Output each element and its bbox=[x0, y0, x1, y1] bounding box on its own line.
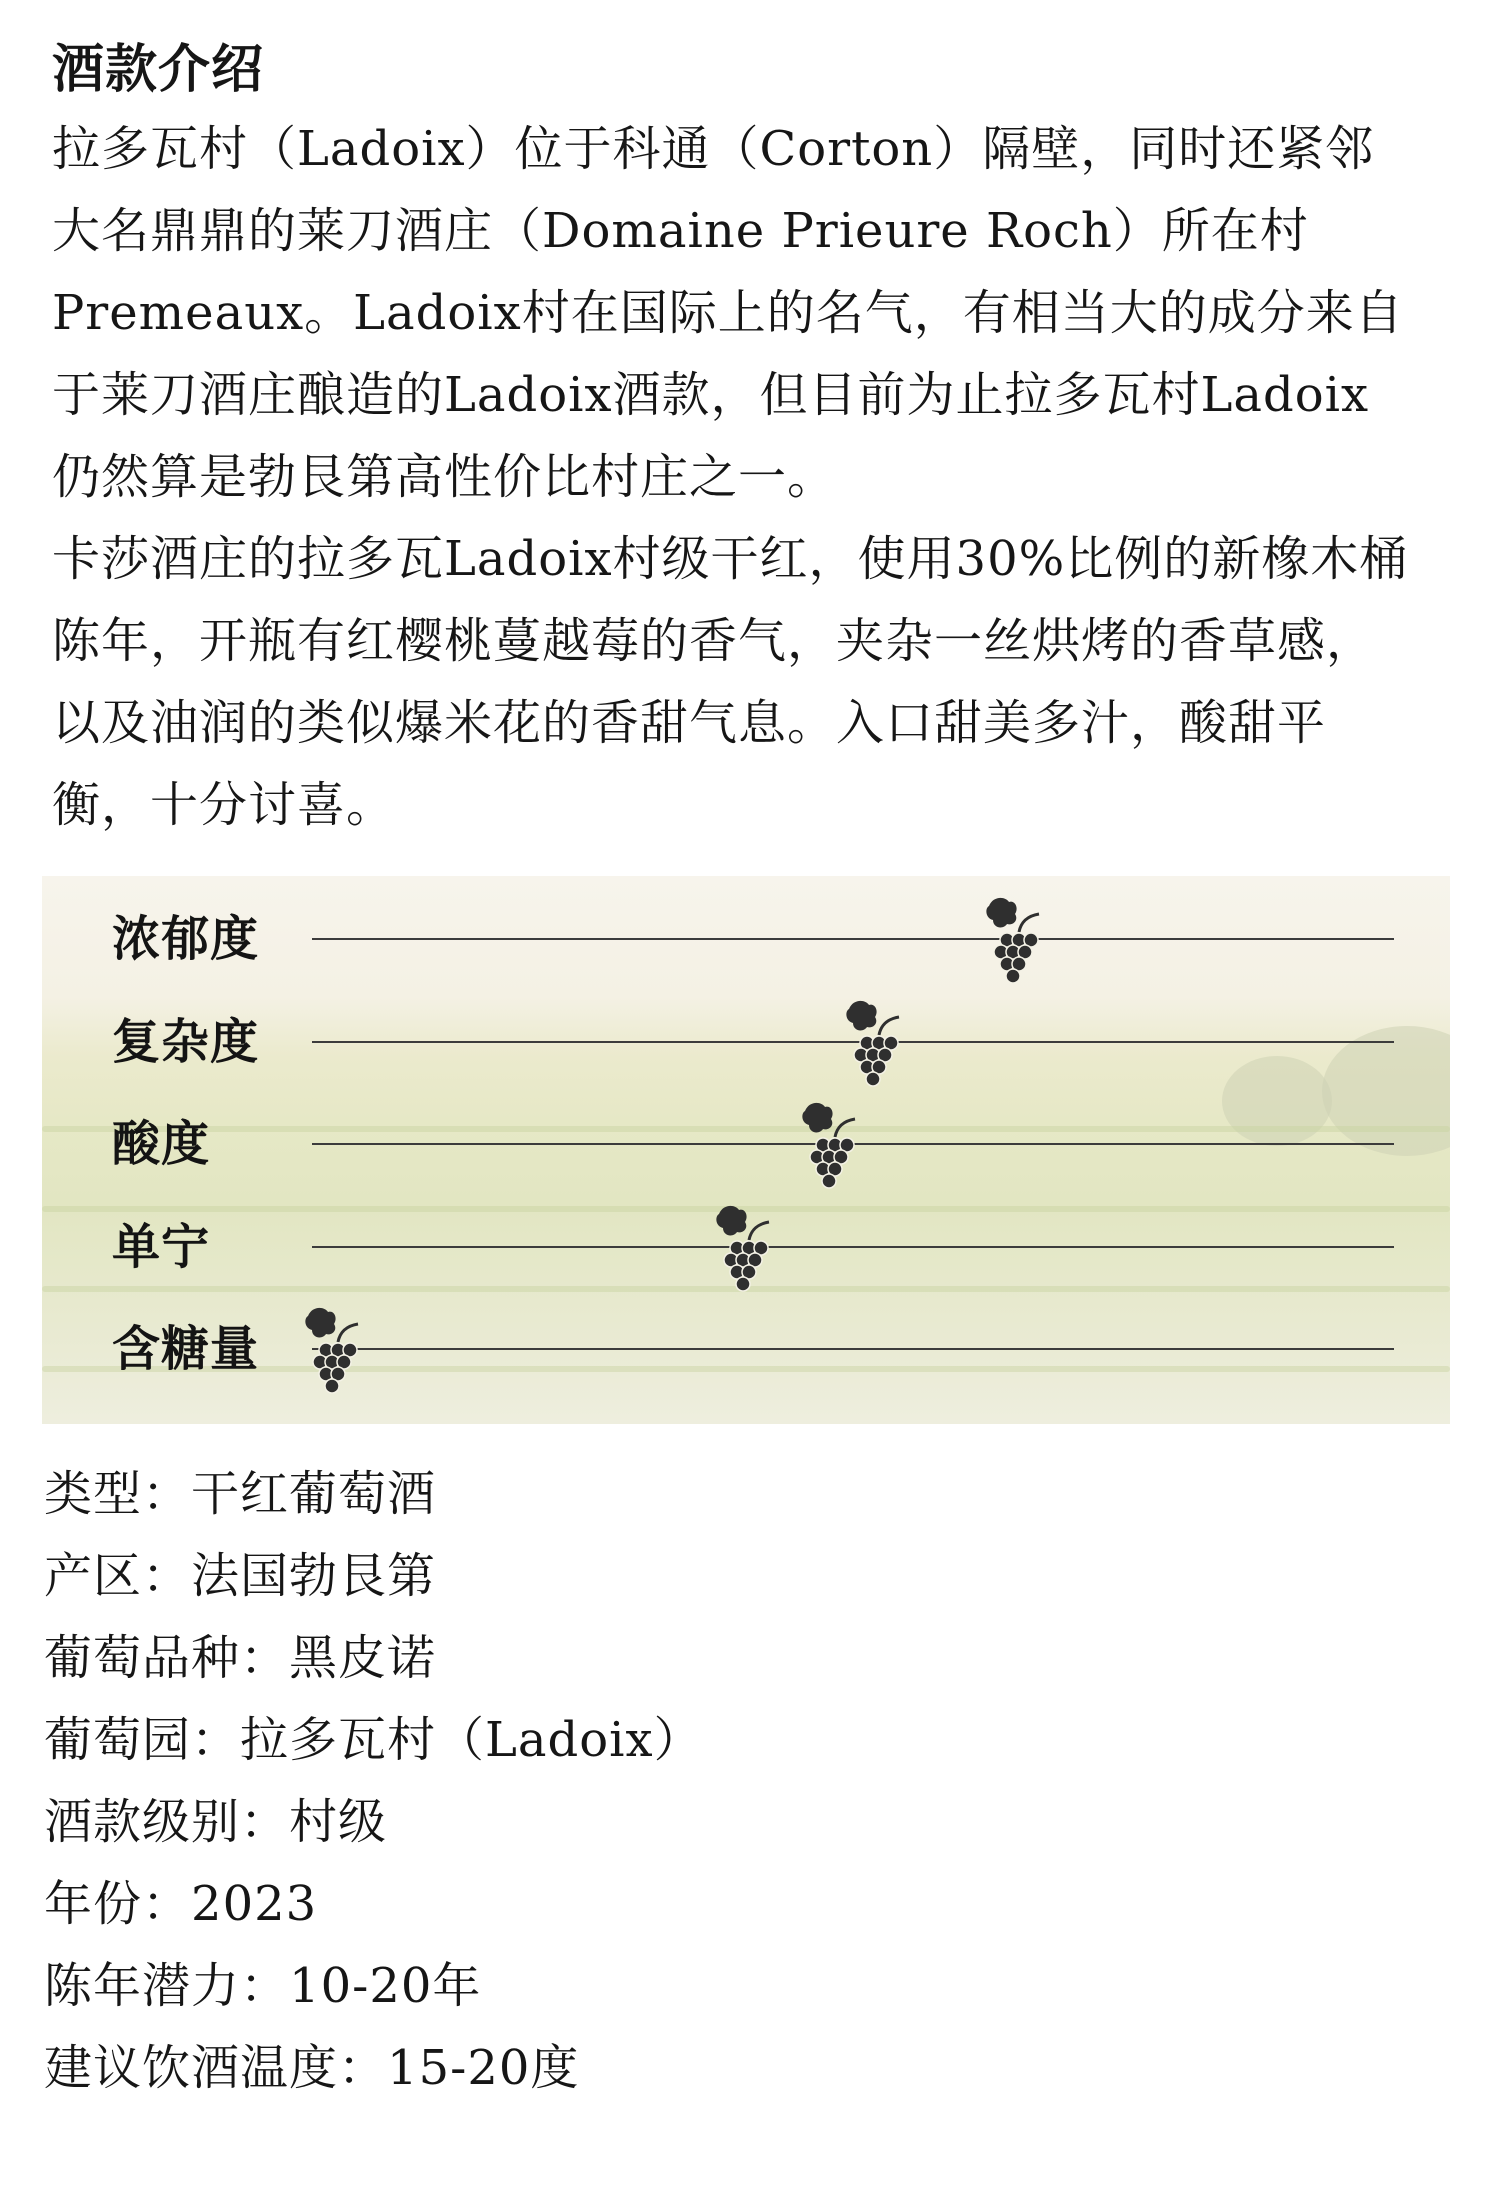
intro-line: Premeaux。Ladoix村在国际上的名气，有相当大的成分来自 bbox=[52, 285, 1404, 341]
intro-line: 于莱刀酒庄酿造的Ladoix酒款，但目前为止拉多瓦村Ladoix bbox=[52, 367, 1370, 423]
spec-label: 类型 bbox=[44, 1466, 143, 1522]
grape-icon bbox=[713, 1202, 777, 1294]
spec-label: 葡萄园 bbox=[44, 1712, 192, 1768]
spec-row-aging-potential: 陈年潜力：10-20年 bbox=[44, 1958, 482, 2014]
profile-row-sugar bbox=[42, 1314, 1450, 1384]
intro-line: 大名鼎鼎的莱刀酒庄（Domaine Prieure Roch）所在村 bbox=[52, 203, 1309, 259]
spec-row-serving-temperature: 建议饮酒温度：15-20度 bbox=[44, 2040, 580, 2096]
profile-row-acidity bbox=[42, 1109, 1450, 1179]
profile-label: 单宁 bbox=[112, 1219, 211, 1275]
spec-row-vineyard: 葡萄园：拉多瓦村（Ladoix） bbox=[44, 1712, 703, 1768]
scale-line bbox=[312, 938, 1394, 940]
spec-row-region: 产区：法国勃艮第 bbox=[44, 1548, 437, 1604]
intro-line: 衡，十分讨喜。 bbox=[52, 777, 396, 833]
intro-paragraph-2 bbox=[52, 518, 1457, 846]
intro-line: 卡莎酒庄的拉多瓦Ladoix村级干红，使用30%比例的新橡木桶 bbox=[52, 531, 1409, 587]
section-title: 酒款介绍 bbox=[52, 39, 265, 100]
spec-label: 建议饮酒温度 bbox=[44, 2040, 339, 2096]
spec-label: 酒款级别 bbox=[44, 1794, 241, 1850]
profile-row-intensity bbox=[42, 904, 1450, 974]
spec-label: 年份 bbox=[44, 1876, 143, 1932]
spec-value: 干红葡萄酒 bbox=[191, 1466, 437, 1522]
intro-line: 陈年，开瓶有红樱桃蔓越莓的香气，夹杂一丝烘烤的香草感， bbox=[52, 613, 1376, 669]
spec-value: 10-20年 bbox=[289, 1958, 482, 2014]
spec-value: 拉多瓦村（Ladoix） bbox=[240, 1712, 703, 1768]
tasting-profile-panel bbox=[42, 876, 1450, 1424]
spec-label: 葡萄品种 bbox=[44, 1630, 241, 1686]
intro-section bbox=[52, 32, 1457, 846]
intro-line: 仍然算是勃艮第高性价比村庄之一。 bbox=[52, 449, 837, 505]
grape-icon bbox=[799, 1099, 863, 1191]
spec-row-classification: 酒款级别：村级 bbox=[44, 1794, 388, 1850]
spec-row-type: 类型：干红葡萄酒 bbox=[44, 1466, 437, 1522]
spec-label: 产区 bbox=[44, 1548, 143, 1604]
scale-line bbox=[312, 1246, 1394, 1248]
intro-line: 以及油润的类似爆米花的香甜气息。入口甜美多汁，酸甜平 bbox=[52, 695, 1327, 751]
spec-value: 2023 bbox=[191, 1876, 318, 1932]
profile-row-complexity bbox=[42, 1007, 1450, 1077]
spec-row-grape: 葡萄品种：黑皮诺 bbox=[44, 1630, 437, 1686]
spec-value: 村级 bbox=[289, 1794, 388, 1850]
grape-icon bbox=[843, 997, 907, 1089]
intro-paragraph-1 bbox=[52, 108, 1457, 518]
profile-label: 复杂度 bbox=[112, 1014, 260, 1070]
grape-icon bbox=[983, 894, 1047, 986]
spec-row-vintage: 年份：2023 bbox=[44, 1876, 318, 1932]
profile-label: 酸度 bbox=[112, 1116, 211, 1172]
spec-value: 法国勃艮第 bbox=[191, 1548, 437, 1604]
spec-value: 15-20度 bbox=[387, 2040, 580, 2096]
spec-list bbox=[44, 1453, 703, 2109]
profile-row-tannin bbox=[42, 1212, 1450, 1282]
grape-icon bbox=[302, 1304, 366, 1396]
spec-label: 陈年潜力 bbox=[44, 1958, 241, 2014]
profile-label: 浓郁度 bbox=[112, 911, 260, 967]
profile-label: 含糖量 bbox=[112, 1321, 260, 1377]
spec-value: 黑皮诺 bbox=[289, 1630, 437, 1686]
scale-line bbox=[312, 1348, 1394, 1350]
intro-line: 拉多瓦村（Ladoix）位于科通（Corton）隔壁，同时还紧邻 bbox=[52, 121, 1375, 177]
